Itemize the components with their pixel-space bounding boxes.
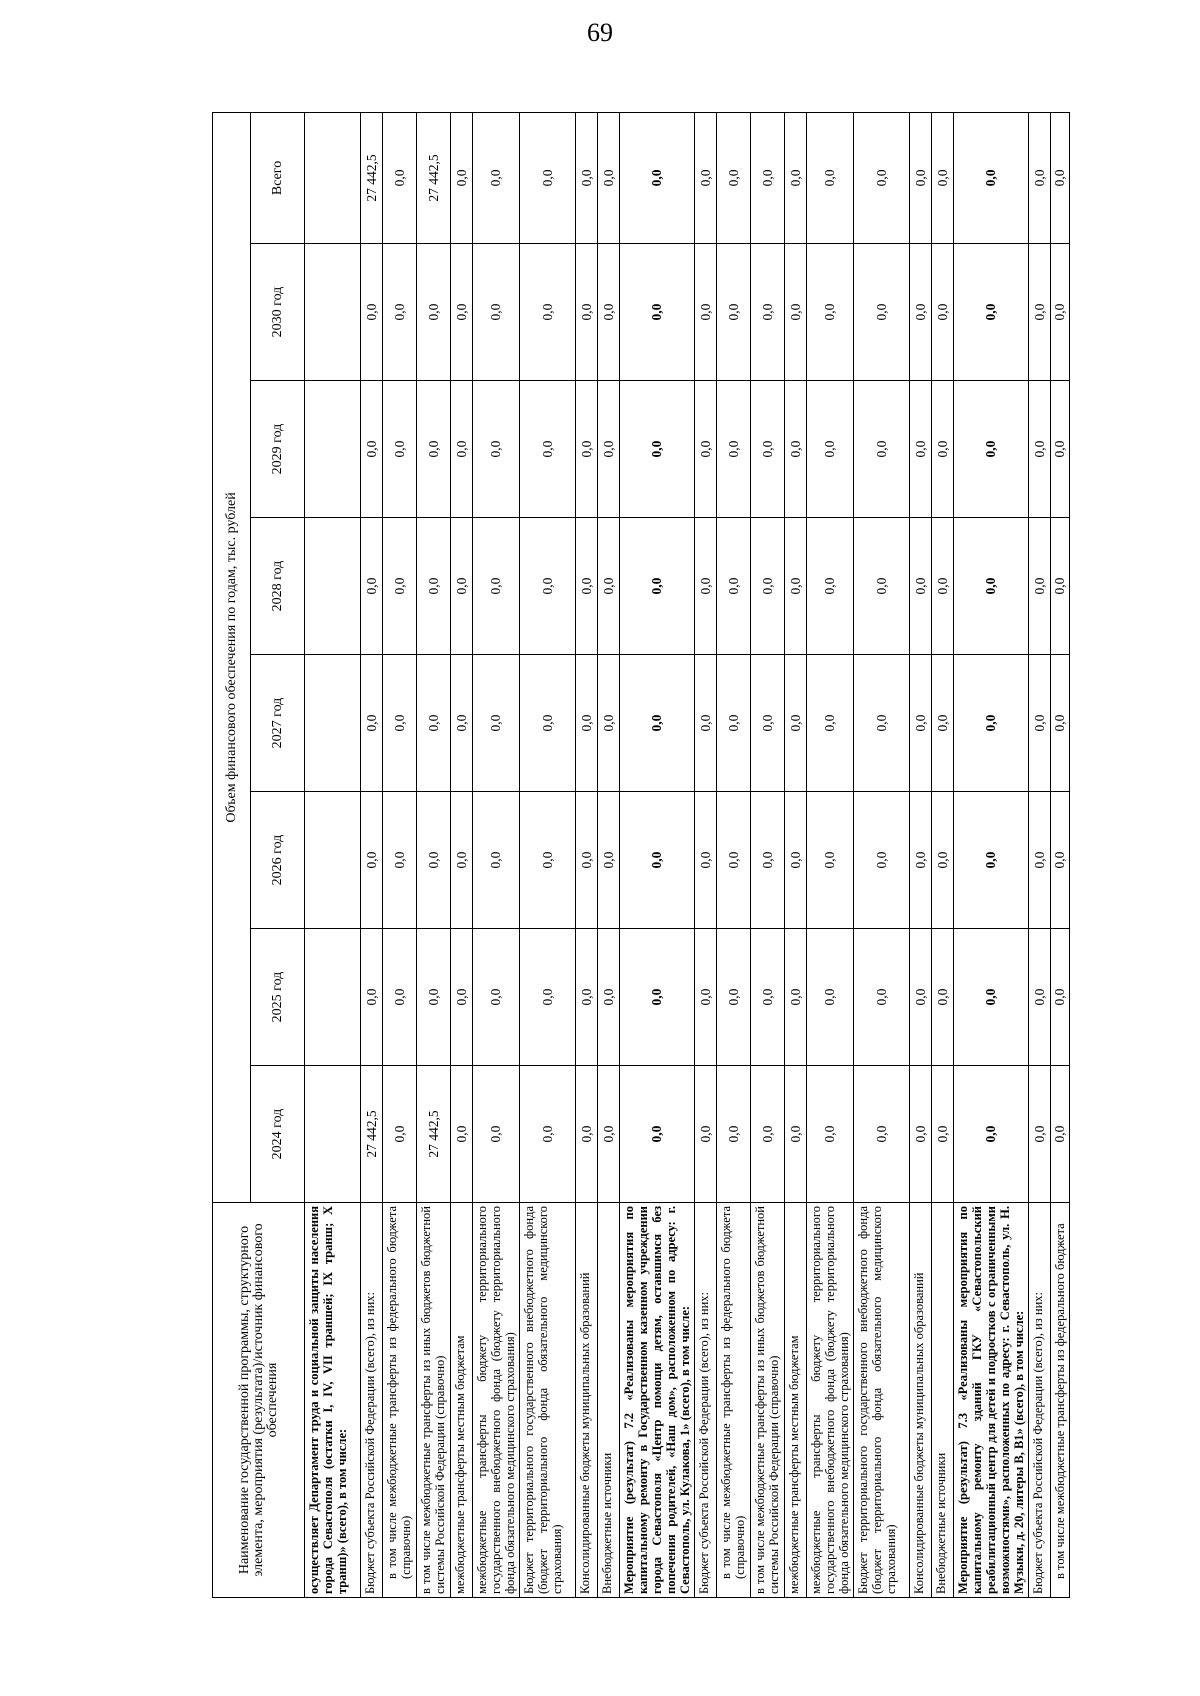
table-row <box>785 112 807 1597</box>
row-name: межбюджетные трансферты бюджету территориального государственного внебюджетного фонда (бюджету территориального фонда обязательного медицинского страхования) <box>473 1203 520 1598</box>
row-name: Бюджет субъекта Российской Федерации (всего), из них: <box>361 1203 383 1598</box>
row-value: 0,0 <box>751 112 785 243</box>
row-value: 0,0 <box>520 381 576 518</box>
row-name: осуществляет Департамент труда и социальной защиты населения города Севастополя (остатки I, IV, VII траншей; IX транш; X транш)» (всего), в том числе: <box>305 1203 361 1598</box>
row-value: 0,0 <box>361 381 383 518</box>
row-value: 0,0 <box>932 655 954 792</box>
table-row <box>751 112 785 1597</box>
row-value <box>305 112 361 243</box>
row-value: 0,0 <box>910 792 932 929</box>
row-value: 0,0 <box>417 518 451 655</box>
row-value: 0,0 <box>717 381 751 518</box>
row-value: 0,0 <box>910 244 932 381</box>
row-value: 0,0 <box>520 792 576 929</box>
row-value: 0,0 <box>854 381 910 518</box>
row-value: 0,0 <box>932 244 954 381</box>
row-value <box>305 244 361 381</box>
row-value: 0,0 <box>695 244 717 381</box>
row-value: 0,0 <box>1051 244 1070 381</box>
row-value: 0,0 <box>910 518 932 655</box>
row-value: 0,0 <box>751 792 785 929</box>
row-value: 0,0 <box>717 792 751 929</box>
row-value: 0,0 <box>1029 1066 1051 1203</box>
row-value: 0,0 <box>473 244 520 381</box>
row-value: 0,0 <box>520 655 576 792</box>
row-name: межбюджетные трансферты местным бюджетам <box>785 1203 807 1598</box>
row-value: 0,0 <box>598 792 620 929</box>
row-value: 0,0 <box>417 381 451 518</box>
row-value: 0,0 <box>383 518 417 655</box>
row-value: 0,0 <box>620 381 695 518</box>
row-value: 0,0 <box>695 792 717 929</box>
row-value <box>305 655 361 792</box>
row-value: 0,0 <box>751 1066 785 1203</box>
row-value: 0,0 <box>598 244 620 381</box>
table-body <box>305 112 1070 1597</box>
header-year-2029: 2029 год <box>251 381 305 518</box>
row-value: 27 442,5 <box>361 112 383 243</box>
row-value: 0,0 <box>1051 792 1070 929</box>
row-name: Мероприятие (результат) 7.3 «Реализованы мероприятия по капитальному ремонту зданий ГКУ «Севастопольский реабилитационный центр для детей и подростков с ограниченными возможностями», расположенных по адресу: г. Севастополь, ул. Н. Музыки, д. 20, литеры В, В1» (всего), в том числе: <box>954 1203 1029 1598</box>
row-value: 0,0 <box>451 518 473 655</box>
row-value: 0,0 <box>451 244 473 381</box>
row-value: 0,0 <box>1051 1066 1070 1203</box>
header-name-column: Наименование государственной программы, структурного элемента, мероприятия (результата)/источник финансового обеспечения <box>213 1203 305 1598</box>
header-year-2025: 2025 год <box>251 929 305 1066</box>
row-value: 0,0 <box>785 518 807 655</box>
row-value: 0,0 <box>473 655 520 792</box>
row-value: 0,0 <box>854 655 910 792</box>
row-value: 0,0 <box>910 381 932 518</box>
row-value: 0,0 <box>620 244 695 381</box>
row-value: 0,0 <box>620 929 695 1066</box>
table-row <box>717 112 751 1597</box>
row-value <box>305 1066 361 1203</box>
table-row <box>305 112 361 1597</box>
row-value: 0,0 <box>854 929 910 1066</box>
row-value: 0,0 <box>1051 381 1070 518</box>
row-value: 0,0 <box>361 792 383 929</box>
row-name: Консолидированные бюджеты муниципальных образований <box>910 1203 932 1598</box>
row-value: 0,0 <box>598 381 620 518</box>
row-name: Бюджет субъекта Российской Федерации (всего), из них: <box>1029 1203 1051 1598</box>
row-value: 0,0 <box>620 112 695 243</box>
row-value: 0,0 <box>785 1066 807 1203</box>
row-value: 0,0 <box>1029 518 1051 655</box>
row-value: 0,0 <box>1051 655 1070 792</box>
row-value: 0,0 <box>451 792 473 929</box>
row-value: 0,0 <box>383 929 417 1066</box>
table-row <box>520 112 576 1597</box>
table-row <box>932 112 954 1597</box>
header-year-2026: 2026 год <box>251 792 305 929</box>
row-value: 27 442,5 <box>361 1066 383 1203</box>
row-value: 0,0 <box>695 655 717 792</box>
row-value: 0,0 <box>576 381 598 518</box>
row-value: 0,0 <box>361 929 383 1066</box>
row-value: 0,0 <box>598 112 620 243</box>
row-value: 0,0 <box>1029 112 1051 243</box>
row-value: 0,0 <box>598 929 620 1066</box>
row-value: 0,0 <box>695 1066 717 1203</box>
row-value: 0,0 <box>1029 244 1051 381</box>
row-name: в том числе межбюджетные трансферты из федерального бюджета (справочно) <box>383 1203 417 1598</box>
table-row <box>417 112 451 1597</box>
row-value: 0,0 <box>751 381 785 518</box>
table-row <box>473 112 520 1597</box>
row-value: 0,0 <box>417 792 451 929</box>
row-value: 0,0 <box>785 381 807 518</box>
row-value: 0,0 <box>695 112 717 243</box>
table-row <box>1051 112 1070 1597</box>
header-year-2030: 2030 год <box>251 244 305 381</box>
table-row <box>807 112 854 1597</box>
table-row <box>954 112 1029 1597</box>
rotated-table-container <box>212 113 1067 1598</box>
row-value: 0,0 <box>751 929 785 1066</box>
row-value: 0,0 <box>451 929 473 1066</box>
row-value: 0,0 <box>417 655 451 792</box>
row-value: 0,0 <box>473 518 520 655</box>
row-value: 0,0 <box>751 244 785 381</box>
row-value: 0,0 <box>954 381 1029 518</box>
row-value: 0,0 <box>383 244 417 381</box>
financing-table <box>212 112 1070 1598</box>
row-value: 0,0 <box>695 518 717 655</box>
row-value: 0,0 <box>807 112 854 243</box>
row-name: Внебюджетные источники <box>932 1203 954 1598</box>
row-name: Бюджет территориального государственного внебюджетного фонда (бюджет территориального фонда обязательного медицинского страхования) <box>854 1203 910 1598</box>
row-name: Бюджет субъекта Российской Федерации (всего), из них: <box>695 1203 717 1598</box>
row-value: 0,0 <box>717 929 751 1066</box>
row-value: 0,0 <box>520 244 576 381</box>
row-value: 0,0 <box>751 655 785 792</box>
row-value: 0,0 <box>932 381 954 518</box>
row-value: 0,0 <box>932 1066 954 1203</box>
row-name: Внебюджетные источники <box>598 1203 620 1598</box>
row-value <box>305 929 361 1066</box>
row-value: 0,0 <box>1029 655 1051 792</box>
row-value: 0,0 <box>383 1066 417 1203</box>
row-value <box>305 381 361 518</box>
row-value: 0,0 <box>854 244 910 381</box>
row-value: 0,0 <box>807 518 854 655</box>
row-value: 0,0 <box>695 929 717 1066</box>
row-value: 0,0 <box>932 518 954 655</box>
row-value: 0,0 <box>598 518 620 655</box>
row-value: 0,0 <box>807 792 854 929</box>
table-row <box>1029 112 1051 1597</box>
row-value: 0,0 <box>954 112 1029 243</box>
row-value: 0,0 <box>1051 518 1070 655</box>
row-value: 0,0 <box>383 381 417 518</box>
row-value: 0,0 <box>954 792 1029 929</box>
row-value: 27 442,5 <box>417 1066 451 1203</box>
row-value: 0,0 <box>954 929 1029 1066</box>
row-value: 0,0 <box>598 655 620 792</box>
row-value: 0,0 <box>910 655 932 792</box>
table-row <box>695 112 717 1597</box>
row-value: 0,0 <box>451 112 473 243</box>
row-value: 0,0 <box>717 1066 751 1203</box>
row-value: 0,0 <box>361 244 383 381</box>
row-value: 0,0 <box>954 518 1029 655</box>
row-value: 0,0 <box>932 792 954 929</box>
row-value: 0,0 <box>932 929 954 1066</box>
row-value: 0,0 <box>807 381 854 518</box>
row-value: 0,0 <box>361 518 383 655</box>
row-value: 0,0 <box>576 112 598 243</box>
row-value: 27 442,5 <box>417 112 451 243</box>
row-value <box>305 518 361 655</box>
row-value: 0,0 <box>954 244 1029 381</box>
row-value: 0,0 <box>807 1066 854 1203</box>
row-value: 0,0 <box>383 112 417 243</box>
row-value: 0,0 <box>695 381 717 518</box>
row-name: межбюджетные трансферты местным бюджетам <box>451 1203 473 1598</box>
row-value: 0,0 <box>598 1066 620 1203</box>
header-year-2027: 2027 год <box>251 655 305 792</box>
row-value: 0,0 <box>620 518 695 655</box>
row-name: в том числе межбюджетные трансферты из иных бюджетов бюджетной системы Российской Федерации (справочно) <box>751 1203 785 1598</box>
row-value: 0,0 <box>576 792 598 929</box>
row-name: Бюджет территориального государственного внебюджетного фонда (бюджет территориального фонда обязательного медицинского страхования) <box>520 1203 576 1598</box>
row-value: 0,0 <box>785 792 807 929</box>
row-value: 0,0 <box>717 244 751 381</box>
row-value: 0,0 <box>1029 929 1051 1066</box>
table-row <box>620 112 695 1597</box>
table-row <box>854 112 910 1597</box>
row-value: 0,0 <box>473 1066 520 1203</box>
row-value: 0,0 <box>451 1066 473 1203</box>
table-row <box>910 112 932 1597</box>
row-value: 0,0 <box>451 381 473 518</box>
row-value: 0,0 <box>473 792 520 929</box>
row-value: 0,0 <box>1029 792 1051 929</box>
row-value: 0,0 <box>717 112 751 243</box>
page-number: 69 <box>587 18 613 47</box>
header-total: Всего <box>251 112 305 243</box>
row-value: 0,0 <box>620 1066 695 1203</box>
row-value: 0,0 <box>576 655 598 792</box>
table-row <box>361 112 383 1597</box>
row-value: 0,0 <box>520 1066 576 1203</box>
row-value: 0,0 <box>954 655 1029 792</box>
table-row <box>451 112 473 1597</box>
row-name: межбюджетные трансферты бюджету территориального государственного внебюджетного фонда (бюджету территориального фонда обязательного медицинского страхования) <box>807 1203 854 1598</box>
row-value: 0,0 <box>520 929 576 1066</box>
row-value: 0,0 <box>807 929 854 1066</box>
row-value: 0,0 <box>854 792 910 929</box>
row-value: 0,0 <box>785 929 807 1066</box>
row-name: в том числе межбюджетные трансферты из иных бюджетов бюджетной системы Российской Федерации (справочно) <box>417 1203 451 1598</box>
row-value: 0,0 <box>417 929 451 1066</box>
table-row <box>383 112 417 1597</box>
row-value: 0,0 <box>954 1066 1029 1203</box>
row-value: 0,0 <box>1029 381 1051 518</box>
row-value: 0,0 <box>520 518 576 655</box>
header-volume: Объем финансового обеспечения по годам, тыс. рублей <box>213 112 251 1202</box>
row-value: 0,0 <box>717 655 751 792</box>
row-value: 0,0 <box>910 112 932 243</box>
header-year-2024: 2024 год <box>251 1066 305 1203</box>
header-year-2028: 2028 год <box>251 518 305 655</box>
row-name: Консолидированные бюджеты муниципальных образований <box>576 1203 598 1598</box>
row-value <box>305 792 361 929</box>
row-value: 0,0 <box>576 1066 598 1203</box>
row-name: в том числе межбюджетные трансферты из федерального бюджета (справочно) <box>717 1203 751 1598</box>
row-value: 0,0 <box>417 244 451 381</box>
row-name: Мероприятие (результат) 7.2 «Реализованы мероприятия по капитальному ремонту в Государственном казенном учреждении города Севастополя «Центр помощи детям, оставшимся без попечения родителей, «Наш дом», расположенном по адресу: г. Севастополь, ул. Кулакова, 1» (всего), в том числе: <box>620 1203 695 1598</box>
row-value: 0,0 <box>473 381 520 518</box>
row-value: 0,0 <box>932 112 954 243</box>
row-value: 0,0 <box>807 655 854 792</box>
row-value: 0,0 <box>383 792 417 929</box>
row-value: 0,0 <box>910 929 932 1066</box>
row-value: 0,0 <box>620 655 695 792</box>
row-name: в том числе межбюджетные трансферты из федерального бюджета <box>1051 1203 1070 1598</box>
row-value: 0,0 <box>361 655 383 792</box>
row-value: 0,0 <box>383 655 417 792</box>
row-value: 0,0 <box>576 518 598 655</box>
row-value: 0,0 <box>785 112 807 243</box>
row-value: 0,0 <box>854 112 910 243</box>
row-value: 0,0 <box>807 244 854 381</box>
row-value: 0,0 <box>473 112 520 243</box>
row-value: 0,0 <box>620 792 695 929</box>
table-row <box>576 112 598 1597</box>
row-value: 0,0 <box>717 518 751 655</box>
row-value: 0,0 <box>854 518 910 655</box>
row-value: 0,0 <box>854 1066 910 1203</box>
table-row <box>598 112 620 1597</box>
row-value: 0,0 <box>451 655 473 792</box>
row-value: 0,0 <box>473 929 520 1066</box>
row-value: 0,0 <box>785 244 807 381</box>
row-value: 0,0 <box>751 518 785 655</box>
row-value: 0,0 <box>1051 929 1070 1066</box>
row-value: 0,0 <box>1051 112 1070 243</box>
row-value: 0,0 <box>576 929 598 1066</box>
row-value: 0,0 <box>910 1066 932 1203</box>
row-value: 0,0 <box>520 112 576 243</box>
row-value: 0,0 <box>576 244 598 381</box>
row-value: 0,0 <box>785 655 807 792</box>
